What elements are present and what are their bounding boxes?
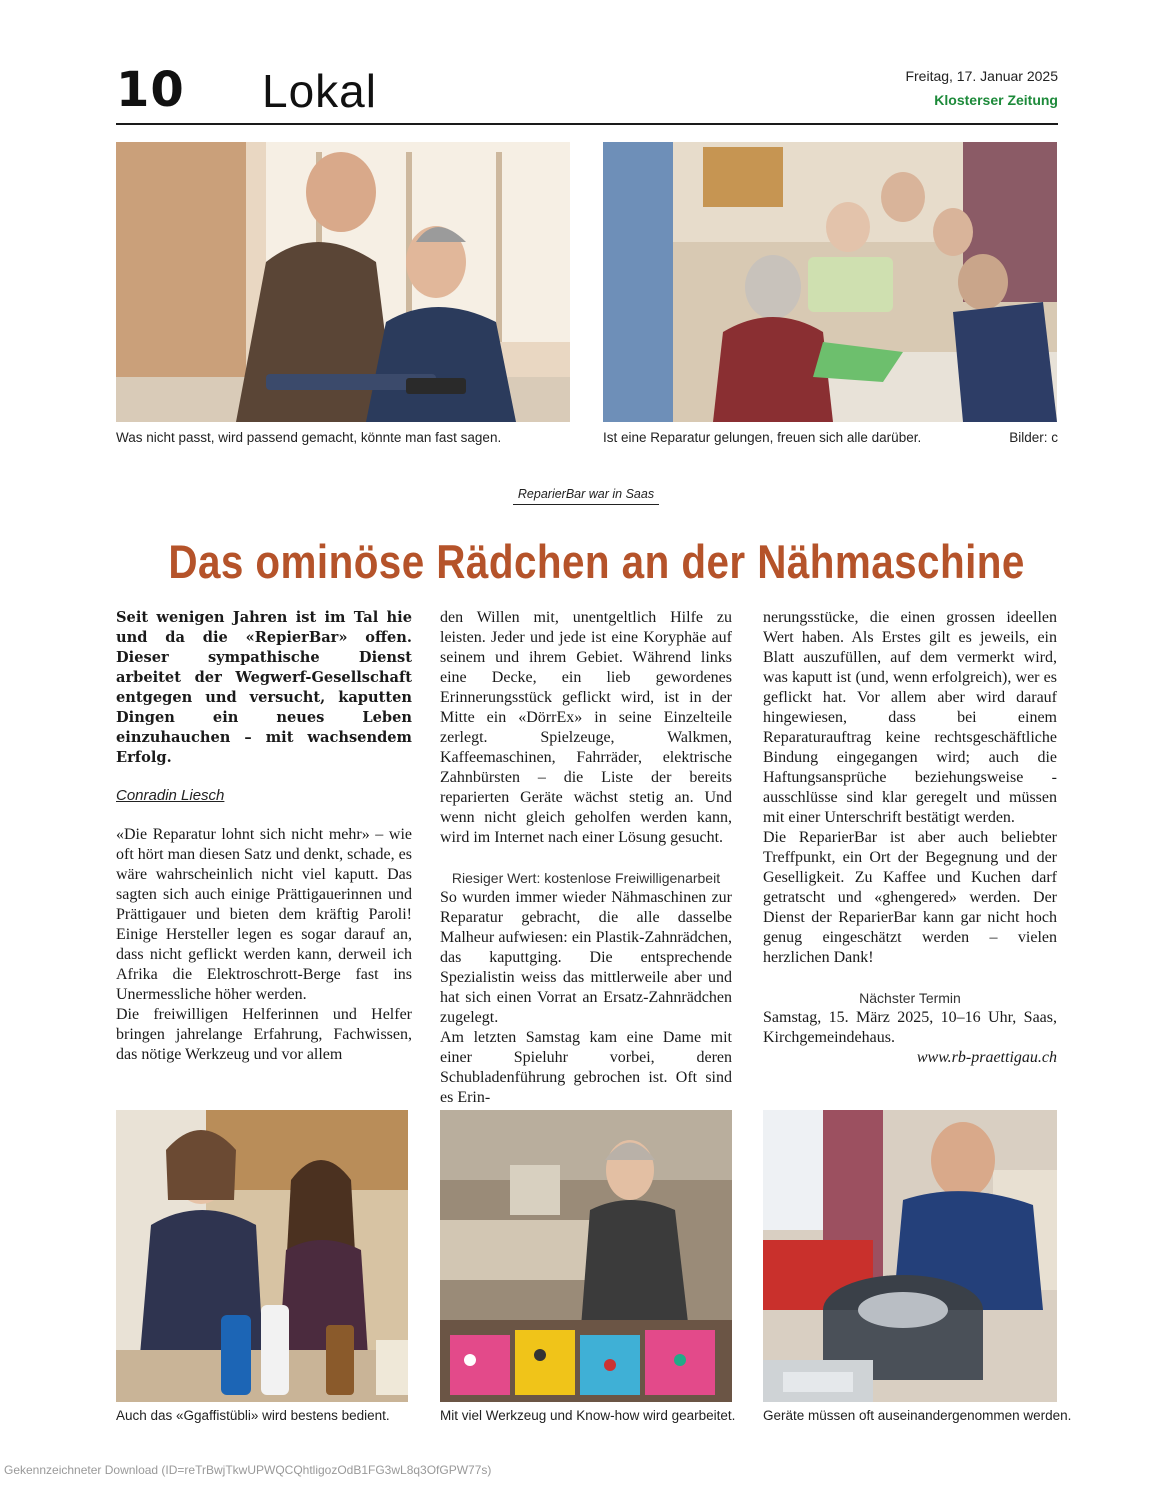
caption-photo4: Mit viel Werkzeug und Know-how wird gearbeitet.	[440, 1408, 736, 1423]
column-3-paragraph-1: nerungsstücke, die einen grossen ideellen Wert haben. Als Erstes gilt es jeweils, ein Blatt auszufüllen, auf dem vermerkt wird, was kaputt ist (und, wenn erfolgreich), wer es geflickt hat. Vor allem aber wird darauf hingewiesen, dass bei einem Reparaturauftrag keine rechtsgeschäftliche Bindung eingegangen wird; auch die Haftungsansprüche beziehungsweise -ausschlüsse sind klar geregelt und müssen mit einer Unterschrift bestätigt werden.	[763, 609, 1057, 826]
column-1	[116, 825, 412, 1065]
column-2	[440, 608, 732, 1108]
website-link[interactable]: www.rb-praettigau.ch	[916, 1049, 1057, 1066]
column-1-paragraph-1: «Die Reparatur lohnt sich nicht mehr» – wie oft hört man diesen Satz und denkt, schade, es wäre wahrscheinlich nicht viel kaputt. Das sagten sich auch einige Prättigauerinnen und Prättigauer und bieten dem kräftig Paroli! Einige Hersteller legen es sogar darauf an, dass nicht geflickt werden kann, derweil ich Afrika die Elektroschrott-Berge fast ins Unermessliche höher werden.	[116, 826, 412, 1003]
page-number: 10	[116, 62, 185, 118]
header-rule	[116, 123, 1058, 125]
photo-credit: Bilder: c	[1009, 430, 1058, 445]
caption-photo5: Geräte müssen oft auseinandergenommen werden.	[763, 1408, 1072, 1423]
column-3-paragraph-2: Die ReparierBar ist aber auch beliebter Treffpunkt, ein Ort der Begegnung und der Geselligkeit. Zu Kaffee und Kuchen darf getratscht und «ghengered» werden. Der Dienst der ReparierBar kann gar nicht hoch genug eingeschätzt werden – vielen herzlichen Dank!	[763, 829, 1057, 966]
author-byline: Conradin Liesch	[116, 787, 225, 804]
column-1-paragraph-2: Die freiwilligen Helferinnen und Helfer bringen jahrelange Erfahrung, Fachwissen, das nötige Werkzeug und vor allem	[116, 1006, 412, 1063]
download-watermark: Gekennzeichneter Download (ID=reTrBwjTkwUPWQCQhtligozOdB1FG3wL8q3OfGPW77s)	[4, 1463, 492, 1477]
photo-group-sewing	[603, 142, 1057, 422]
photo-sewing-supplies	[440, 1110, 732, 1402]
next-date-text: Samstag, 15. März 2025, 10–16 Uhr, Saas, Kirchgemeindehaus.	[763, 1009, 1057, 1046]
issue-date: Freitag, 17. Januar 2025	[905, 68, 1058, 84]
caption-photo3: Auch das «Ggaffistübli» wird bestens bedient.	[116, 1408, 390, 1423]
lead-paragraph: Seit wenigen Jahren ist im Tal hie und da die «RepierBar» offen. Dieser sympathische Dienst arbeitet der Wegwerf-Gesellschaft entgegen und versucht, kaputten Dingen ein neues Leben einzuhauchen – mit wachsendem Erfolg.	[116, 609, 412, 766]
headline: Das ominöse Rädchen an der Nähmaschine	[168, 535, 1025, 588]
column-3	[763, 608, 1057, 1068]
subheading: Riesiger Wert: kostenlose Freiwilligenarbeit	[451, 870, 721, 886]
caption-photo2: Ist eine Reparatur gelungen, freuen sich alle darüber.	[603, 430, 922, 445]
photo-repair-table	[116, 142, 570, 422]
column-2-paragraph-1: den Willen mit, unentgeltlich Hilfe zu leisten. Jeder und jede ist eine Koryphäe auf seinem und ihrem Gebiet. Während links eine Decke, ein lieb gewordenes Erinnerungsstück geflickt wird, ist in der Mitte ein «DörrEx» in seine Einzelteile zerlegt. Spielzeuge, Walkmen, Kaffeemaschinen, Fahrräder, elektrische Zahnbürsten – die Liste der bereits reparierten Geräte wächst stetig an. Und wenn nicht gleich geholfen werden kann, wird im Internet nach einer Lösung gesucht.	[440, 609, 732, 846]
next-date-heading: Nächster Termin	[859, 990, 961, 1006]
section-title: Lokal	[262, 65, 377, 117]
caption-photo1: Was nicht passt, wird passend gemacht, könnte man fast sagen.	[116, 430, 502, 445]
kicker: ReparierBar war in Saas	[513, 487, 659, 505]
photo-device-repair	[763, 1110, 1057, 1402]
column-2-paragraph-2: So wurden immer wieder Nähmaschinen zur Reparatur gebracht, die alle dasselbe Malheur aufwiesen: ein Plastik-Zahnrädchen, das kaputtging. Die entsprechende Spezialistin weiss das mittlerweile aber und hat sich einen Vorrat an Ersatz-Zahnrädchen zugelegt.	[440, 889, 732, 1026]
photo-girls-kitchen	[116, 1110, 408, 1402]
newspaper-name: Klosterser Zeitung	[934, 92, 1058, 108]
column-2-paragraph-3: Am letzten Samstag kam eine Dame mit einer Spieluhr vorbei, deren Schubladenführung gebrochen ist. Oft sind es Erin-	[440, 1029, 732, 1106]
